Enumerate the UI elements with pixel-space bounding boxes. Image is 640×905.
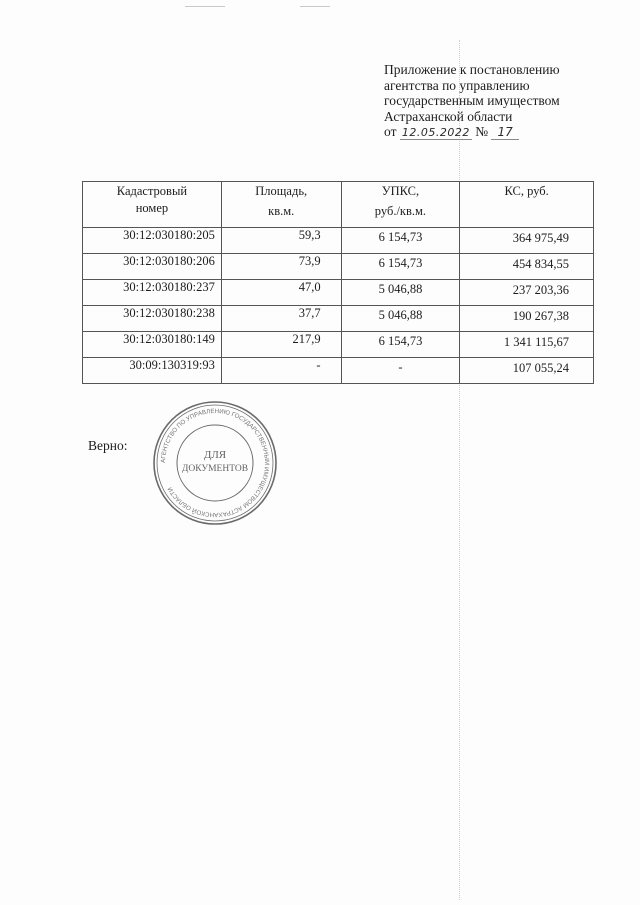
cell-upks: 6 154,73 [341,254,460,280]
table-row [83,280,594,306]
cell-area: 217,9 [221,332,341,358]
cell-ks: 1 341 115,67 [460,332,594,358]
table-row [83,254,594,280]
cell-ks: 107 055,24 [460,358,594,384]
header-area [221,182,341,228]
handwritten-date: 12.05.2022 [401,126,470,139]
cell-area: 73,9 [221,254,341,280]
cell-area: 59,3 [221,228,341,254]
appendix-header-note [384,62,624,141]
cell-area: - [221,358,341,384]
cell-upks: 6 154,73 [341,332,460,358]
scan-artifact [300,6,330,7]
cell-upks: - [341,358,460,384]
cell-upks: 5 046,88 [341,306,460,332]
header-cadastral-number [83,182,222,228]
header-date-number-line [384,124,624,141]
table-header-row [83,182,594,228]
table-row [83,228,594,254]
header-text: Кадастровый [116,184,188,198]
stamp-outer-ring-inner [157,405,273,521]
round-seal-stamp [150,398,280,528]
stamp-outer-ring [154,402,276,524]
cell-cadastral: 30:09:130319:93 [83,358,222,384]
header-line-2: агентства по управлению [384,77,530,93]
header-text: кв.м. [268,204,295,218]
from-prefix: от [384,124,397,139]
table-row [83,332,594,358]
stamp-ring-text: АГЕНТСТВО ПО УПРАВЛЕНИЮ ГОСУДАРСТВЕННЫМ ИМУЩЕСТВОМ АСТРАХАНСКОЙ ОБЛАСТИ [159,407,271,519]
cell-ks: 364 975,49 [460,228,594,254]
cell-area: 47,0 [221,280,341,306]
verno-label: Верно: [88,438,128,453]
header-text: Площадь, [255,184,308,198]
cell-ks: 190 267,38 [460,306,594,332]
cell-upks: 5 046,88 [341,280,460,306]
cell-cadastral: 30:12:030180:238 [83,306,222,332]
scan-fold-line [459,40,460,900]
stamp-center-bottom: ДОКУМЕНТОВ [181,464,249,474]
header-upks [341,182,460,228]
header-line-4: Астраханской области [384,108,513,124]
header-text: номер [135,201,169,215]
header-line-1: Приложение к постановлению [384,62,560,77]
scan-artifact [185,6,225,7]
stamp-center-top: ДЛЯ [203,449,227,461]
cell-cadastral: 30:12:030180:205 [83,228,222,254]
header-line-3: государственным имуществом [384,93,560,108]
cell-area: 37,7 [221,306,341,332]
cell-cadastral: 30:12:030180:237 [83,280,222,306]
cell-upks: 6 154,73 [341,228,460,254]
table-row [83,306,594,332]
cell-ks: 237 203,36 [460,280,594,306]
header-text: УПКС, [381,184,420,198]
header-text: руб./кв.м. [374,204,427,218]
table-row [83,358,594,384]
cell-cadastral: 30:12:030180:149 [83,332,222,358]
cell-ks: 454 834,55 [460,254,594,280]
number-prefix: № [475,124,489,139]
cadastral-value-table [82,181,594,384]
cell-cadastral: 30:12:030180:206 [83,254,222,280]
stamp-inner-ring [177,425,253,501]
header-ks [460,182,594,228]
handwritten-number: 17 [491,125,518,140]
header-text: КС, руб. [504,184,549,198]
